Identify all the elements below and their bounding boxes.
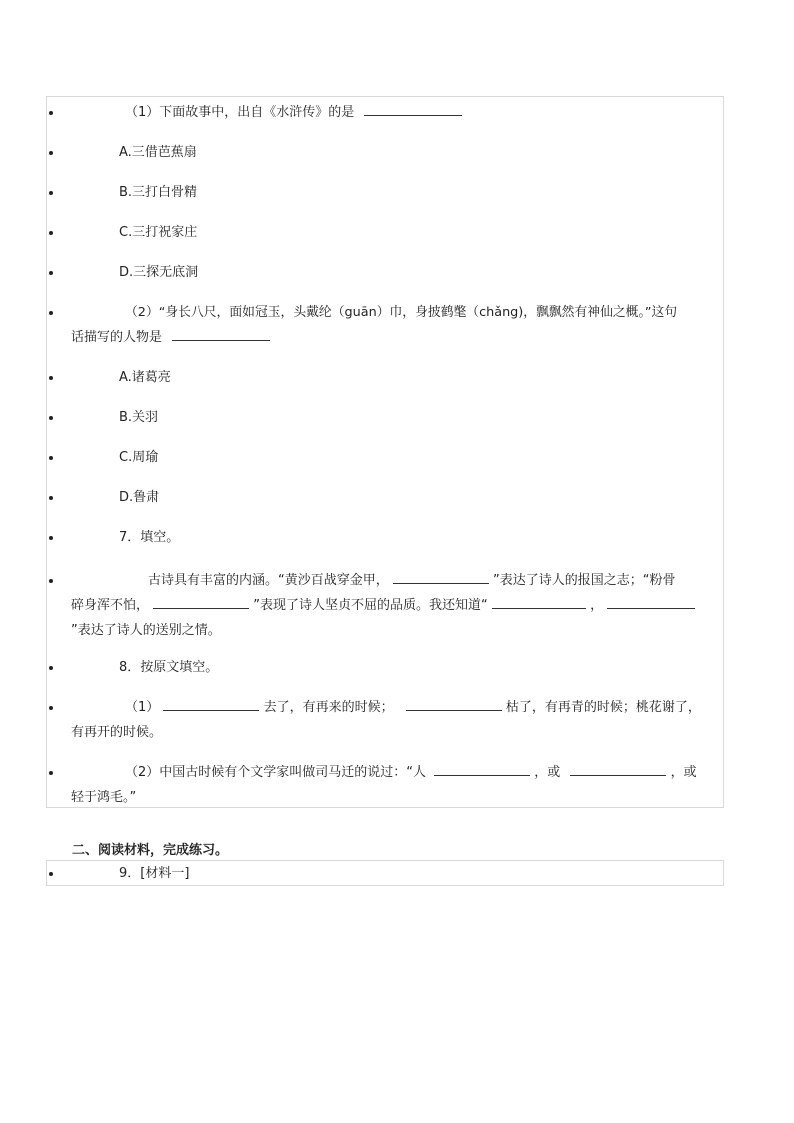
bullet-icon: [49, 231, 53, 235]
option-a: A.三借芭蕉扇: [119, 145, 197, 160]
question-text: ”表现了诗人坚贞不屈的品质。我还知道“: [253, 598, 488, 613]
question-prompt: （1）下面故事中，出自《水浒传》的是: [125, 105, 355, 120]
question-text: 枯了，有再青的时候；桃花谢了，: [505, 700, 701, 715]
answer-blank[interactable]: [406, 696, 502, 711]
answer-blank[interactable]: [607, 594, 695, 609]
answer-blank[interactable]: [492, 594, 586, 609]
question-text: 古诗具有丰富的内涵。“黄沙百战穿金甲，: [148, 573, 389, 588]
bullet-icon: [49, 311, 53, 315]
bullet-icon: [49, 271, 53, 275]
question-title: 8．按原文填空。: [119, 660, 219, 675]
option-c: C.周瑜: [119, 450, 159, 465]
question-text: （2）“身长八尺，面如冠玉，头戴纶（guān）巾，身披鹤氅（chǎng)，飘飘然有神仙之概。”这句: [125, 305, 678, 320]
bullet-icon: [49, 771, 53, 775]
question-text: ，或: [670, 765, 697, 780]
bullet-icon: [49, 872, 53, 876]
bullet-icon: [49, 536, 53, 540]
answer-blank[interactable]: [153, 594, 249, 609]
question-text: ，或: [534, 765, 561, 780]
question-text: 有再开的时候。: [71, 725, 163, 740]
bullet-icon: [49, 666, 53, 670]
answer-blank[interactable]: [172, 326, 270, 341]
bullet-icon: [49, 191, 53, 195]
question-text: ，: [590, 598, 604, 613]
question-title: 9．[材料一]: [119, 866, 190, 881]
question-text: 碎身浑不怕，: [71, 598, 150, 613]
answer-blank[interactable]: [163, 696, 259, 711]
bullet-icon: [49, 111, 53, 115]
bullet-icon: [49, 579, 53, 583]
answer-blank[interactable]: [570, 761, 666, 776]
option-b: B.关羽: [119, 410, 159, 425]
bullet-icon: [49, 496, 53, 500]
question-title: 7．填空。: [119, 530, 180, 545]
question-text: 去了，有再来的时候；: [263, 700, 394, 715]
question-text: ”表达了诗人的送别之情。: [71, 623, 221, 638]
answer-blank[interactable]: [364, 101, 462, 116]
bullet-icon: [49, 416, 53, 420]
bullet-icon: [49, 151, 53, 155]
option-d: D.鲁肃: [119, 490, 160, 505]
answer-blank[interactable]: [393, 569, 489, 584]
option-b: B.三打白骨精: [119, 185, 198, 200]
question-box: [46, 860, 724, 886]
bullet-icon: [49, 456, 53, 460]
question-box: [46, 96, 724, 808]
question-text: （1）: [125, 700, 160, 715]
question-text: （2）中国古时候有个文学家叫做司马迁的说过：“人: [125, 765, 427, 780]
option-a: A.诸葛亮: [119, 370, 171, 385]
section-heading: 二、阅读材料，完成练习。: [72, 843, 229, 858]
option-d: D.三探无底洞: [119, 265, 199, 280]
question-text: ”表达了诗人的报国之志；“粉骨: [493, 573, 676, 588]
question-text: 话描写的人物是: [71, 330, 163, 345]
bullet-icon: [49, 376, 53, 380]
option-c: C.三打祝家庄: [119, 225, 198, 240]
bullet-icon: [49, 706, 53, 710]
answer-blank[interactable]: [434, 761, 530, 776]
question-text: 轻于鸿毛。”: [71, 790, 137, 805]
